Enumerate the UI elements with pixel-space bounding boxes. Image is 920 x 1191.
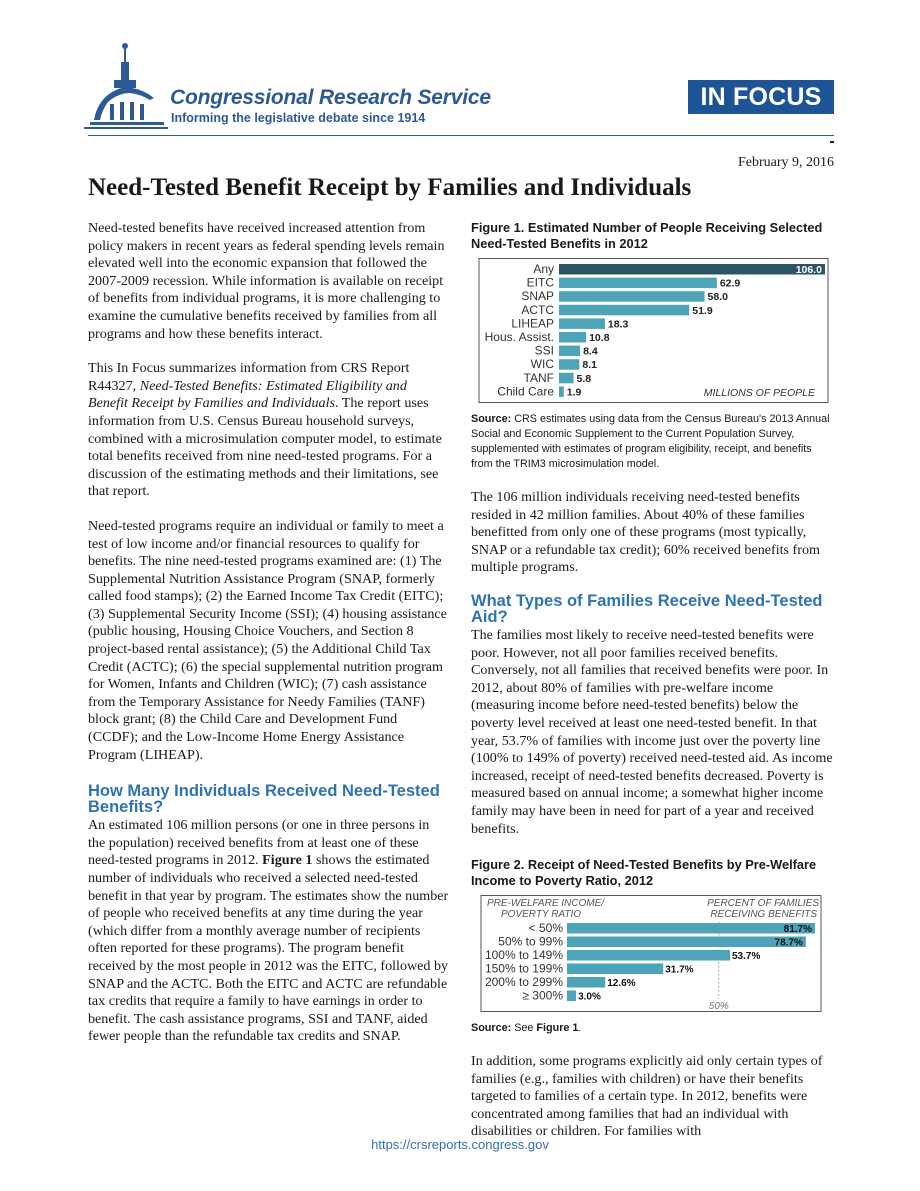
bar-row-0 — [567, 923, 815, 934]
category-label: 150% to 199% — [484, 961, 563, 976]
figure-1-chart — [471, 258, 829, 404]
bar-ssi — [559, 346, 580, 357]
units-label: MILLIONS OF PEOPLE — [703, 387, 815, 399]
data-label: 78.7% — [774, 937, 803, 949]
data-label: 81.7% — [783, 924, 812, 936]
bar-tanf — [559, 373, 574, 384]
in-focus-badge: IN FOCUS — [688, 80, 834, 114]
bar-child-care — [559, 386, 564, 397]
bar-eitc — [559, 278, 717, 289]
data-label: 10.8 — [589, 332, 610, 344]
section-heading-how-many: How Many Individuals Received Need-Tested Benefits? — [88, 782, 440, 817]
bar-liheap — [559, 318, 605, 329]
category-label: SNAP — [521, 289, 554, 304]
bar-row-1 — [567, 937, 806, 948]
header-rule — [88, 135, 834, 136]
data-label: 18.3 — [607, 318, 629, 331]
y-axis-title-line1: PRE-WELFARE INCOME/ — [487, 898, 605, 910]
bar-row-4 — [567, 977, 605, 988]
bar-row-3 — [567, 964, 663, 975]
paragraph-targeting: In addition, some programs explicitly aid only certain types of families (e.g., families with children) or have their benefits targeted to families of a certain type. In 2012, benefits were concentrated among families that had an individual with disabilities or children. For families with — [471, 1053, 823, 1140]
summary-text-start: This In Focus summarizes information from CRS Report R44327, — [88, 360, 410, 394]
category-label: 100% to 149% — [484, 948, 563, 963]
source-text: CRS estimates using data from the Census Bureau's 2013 Annual Social and Economic Supplement to the Current Population Survey, supplemented with estimates of program eligibility, receipt, and benefits from the TRIM3 microsimulation model. — [471, 413, 830, 470]
data-label: 106.0 — [795, 264, 822, 276]
figure-2-caption: Figure 2. Receipt of Need-Tested Benefits by Pre-Welfare Income to Poverty Ratio, 2012 — [471, 857, 817, 889]
data-label: 53.7% — [732, 951, 761, 963]
how-many-text-end: shows the estimated number of individuals who received a selected need-tested benefit in that year by program. The estimates show the number of people who received benefits at any time during the year (which differ from a monthly average number of recipients often reported for these programs). The program benefit received by the most people in 2012 was the EITC, followed by SNAP and the ACTC. Both the EITC and ACTC are refundable tax credits that require a family to have earnings in order to benefit. The cash assistance programs, SSI and TANF, aided fewer people than the refundable tax credits and SNAP. — [88, 852, 449, 1045]
category-label: 200% to 299% — [484, 975, 563, 990]
source-label: Source: — [471, 1022, 512, 1035]
y-axis-title-line2: POVERTY RATIO — [501, 909, 582, 921]
category-label: EITC — [526, 275, 554, 290]
data-label: 58.0 — [707, 291, 728, 304]
bar-actc — [559, 305, 689, 316]
paragraph-summary — [88, 360, 450, 501]
figure-1-source — [471, 412, 833, 472]
data-label: 12.6% — [607, 978, 636, 990]
data-label: 3.0% — [578, 991, 601, 1003]
source-text: See — [511, 1022, 537, 1035]
paragraph-intro: Need-tested benefits have received increased attention from policy makers in recent years as federal spending levels remain elevated well into the economic expansion that followed the 2007-2009 recession. While information is available on receipt of benefits from individual programs, it is more challenging to examine the cumulative benefits received by families from all programs and how these benefits interact. — [88, 220, 445, 342]
figure-1-reference: Figure 1 — [536, 1022, 579, 1035]
category-label: ACTC — [521, 302, 554, 317]
capitol-dome-logo-icon — [84, 40, 168, 130]
data-label: 5.8 — [576, 372, 592, 385]
bar-hous-assist- — [559, 332, 586, 343]
summary-text-end: . The report uses information from U.S. Census Bureau household surveys, combined with a microsimulation computer model, to estimate total benefits received from nine need-tested programs. For a discussion of the estimating methods and their limitations, see that report. — [88, 395, 442, 500]
how-many-text-start: An estimated 106 million persons (or one in three persons in the population) received benefits from at least one of these need-tested programs in 2012. — [88, 817, 430, 869]
category-label: SSI — [534, 343, 554, 358]
x-axis-title-line1: PERCENT OF FAMILIES — [707, 898, 819, 910]
source-text-end: . — [578, 1022, 582, 1035]
left-column — [88, 220, 450, 1046]
category-label: Child Care — [497, 384, 554, 399]
figure-1-reference: Figure 1 — [262, 852, 313, 869]
category-label: Hous. Assist. — [484, 330, 554, 344]
paragraph-families-count: The 106 million individuals receiving need-tested benefits resided in 42 million families. About 40% of these families benefitted from only one of these programs (most typically, SNAP or a refundable tax credit); 60% received benefits from multiple programs. — [471, 489, 820, 576]
publication-date: February 9, 2016 — [737, 155, 834, 170]
bar-wic — [559, 359, 579, 370]
x-axis-title-line2: RECEIVING BENEFITS — [710, 909, 817, 921]
reference-line-label: 50% — [708, 1001, 729, 1013]
bar-row-2 — [567, 950, 730, 961]
category-label: WIC — [530, 357, 554, 372]
org-name: Congressional Research Service — [170, 86, 491, 109]
section-heading-family-types: What Types of Families Receive Need-Tested Aid? — [471, 591, 823, 626]
data-label: 51.9 — [692, 304, 713, 317]
data-label: 8.1 — [582, 359, 597, 372]
source-label: Source: — [471, 413, 512, 425]
category-label: Any — [533, 262, 554, 276]
header-dash — [830, 141, 834, 143]
paragraph-family-types: The families most likely to receive need-tested benefits were poor. However, not all poor families received benefits. Conversely, not all families that received benefits were poor. In 2012, about 80% of families with pre-welfare income (measuring income before need-tested benefits) below the poverty level received at least one need-tested benefit. In that year, 53.7% of families with income just over the poverty line (100% to 149% of poverty) received need-tested aid. As income increased, receipt of need-tested benefits decreased. Poverty is measured based on annual income; a somewhat higher income family may have been in need for part of a year and received benefits. — [471, 626, 833, 837]
category-label: 50% to 99% — [498, 934, 563, 949]
figure-2-source — [471, 1021, 833, 1036]
figure-2-chart — [471, 895, 823, 1013]
page-header — [0, 0, 920, 170]
report-title-link: Need-Tested Benefits: Estimated Eligibility and Benefit Receipt by Families and Individuals — [88, 377, 407, 412]
bar-row-5 — [567, 991, 576, 1002]
category-label: LIHEAP — [511, 316, 554, 331]
category-label: TANF — [523, 370, 554, 385]
page-title: Need-Tested Benefit Receipt by Families and Individuals — [88, 174, 692, 201]
org-tagline: Informing the legislative debate since 1914 — [171, 111, 426, 125]
right-column — [471, 220, 833, 1141]
footer-url-link[interactable]: https://crsreports.congress.gov — [371, 1137, 549, 1152]
data-label: 1.9 — [566, 386, 582, 399]
data-label: 62.9 — [719, 277, 741, 290]
paragraph-how-many — [88, 817, 450, 1046]
bar-snap — [559, 291, 705, 302]
bar-any — [559, 264, 825, 275]
data-label: 31.7% — [665, 964, 694, 976]
figure-1-caption: Figure 1. Estimated Number of People Receiving Selected Need-Tested Benefits in 2012 — [471, 220, 823, 251]
category-label: < 50% — [528, 921, 563, 936]
category-label: ≥ 300% — [522, 988, 563, 1003]
paragraph-programs: Need-tested programs require an individual or family to meet a test of low income and/or financial resources to qualify for benefits. The nine need-tested programs examined are: (1) The Supplemental Nutrition Assistance Program (SNAP, formerly called food stamps); (2) the Earned Income Tax Credit (EITC); (3) Supplemental Security Income (SSI); (4) housing assistance (public housing, Housing Choice Vouchers, and Section 8 project-based rental assistance); (5) the Additional Child Tax Credit (ACTC); (6) the special supplemental nutrition program for Women, Infants and Children (WIC); (7) cash assistance from the Temporary Assistance for Needy Families (TANF) block grant; (8) the Child Care and Development Fund (CCDF); and the Low-Income Home Energy Assistance Program (LIHEAP). — [88, 517, 447, 763]
data-label: 8.4 — [583, 345, 598, 358]
